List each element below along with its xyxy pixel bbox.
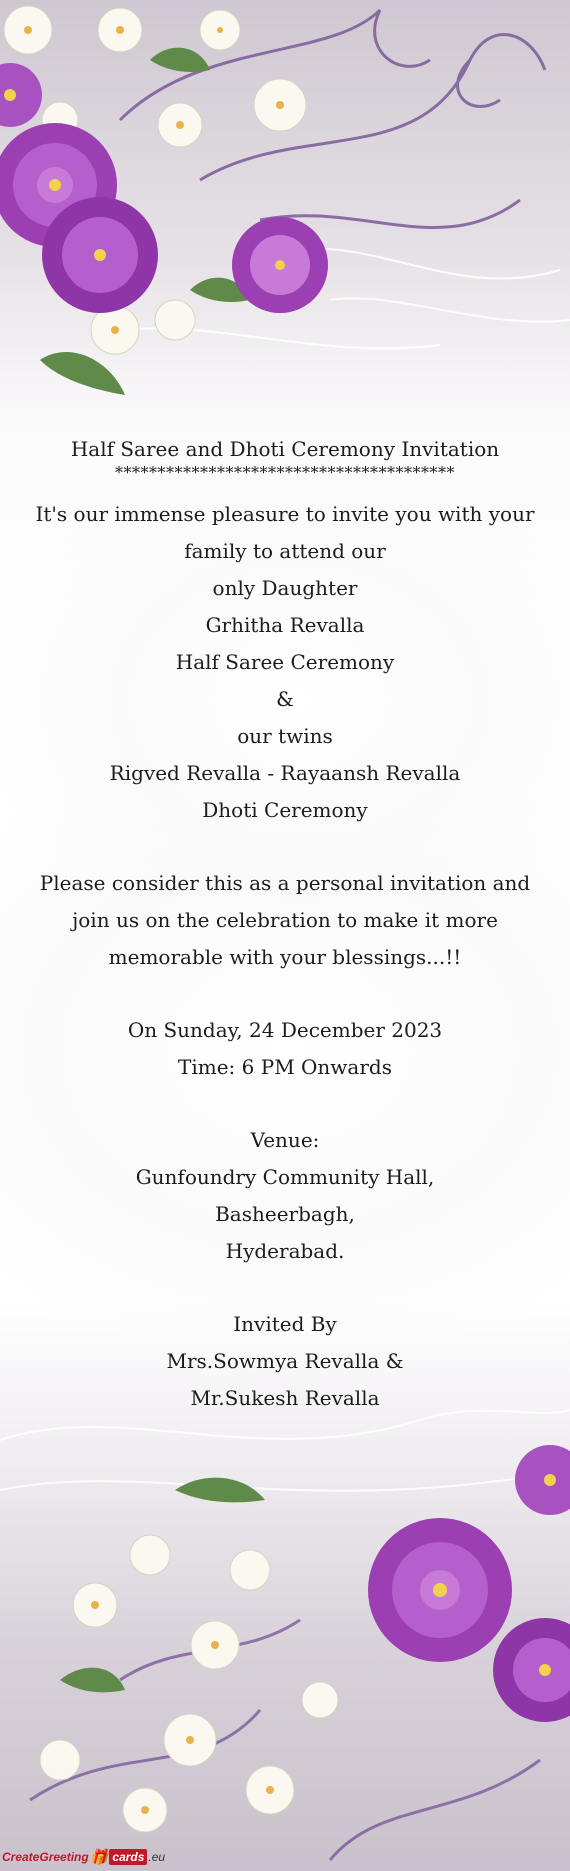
only-daughter-label: only Daughter bbox=[212, 576, 358, 600]
intro-line-2: family to attend our bbox=[184, 539, 386, 563]
venue-label: Venue: bbox=[250, 1128, 320, 1152]
brand-watermark bbox=[2, 1845, 165, 1869]
half-saree-ceremony: Half Saree Ceremony bbox=[175, 650, 395, 674]
twins-names: Rigved Revalla - Rayaansh Revalla bbox=[109, 761, 461, 785]
invitation-title: Half Saree and Dhoti Ceremony Invitation bbox=[70, 437, 500, 461]
ampersand: & bbox=[276, 687, 294, 711]
venue-line-2: Basheerbagh, bbox=[215, 1202, 355, 1226]
brand-text-2: cards bbox=[109, 1849, 147, 1865]
gift-icon: 🎁 bbox=[89, 1849, 109, 1866]
invitation-message: Please consider this as a personal invitation and join us on the celebration to make it more memorable with your blessings...!! bbox=[39, 871, 531, 969]
host-line-2: Mr.Sukesh Revalla bbox=[190, 1386, 380, 1410]
invited-by-label: Invited By bbox=[233, 1312, 337, 1336]
event-time: Time: 6 PM Onwards bbox=[178, 1055, 392, 1079]
top-floral-decoration bbox=[0, 0, 570, 440]
dhoti-ceremony: Dhoti Ceremony bbox=[202, 798, 368, 822]
daughter-name: Grhitha Revalla bbox=[205, 613, 365, 637]
venue-line-1: Gunfoundry Community Hall, bbox=[135, 1165, 435, 1189]
invitation-text bbox=[0, 432, 570, 1417]
our-twins-label: our twins bbox=[237, 724, 333, 748]
venue-line-3: Hyderabad. bbox=[225, 1239, 345, 1263]
event-date: On Sunday, 24 December 2023 bbox=[127, 1018, 443, 1042]
intro-line-1: It's our immense pleasure to invite you with your bbox=[35, 502, 535, 526]
brand-text-3: .eu bbox=[148, 1850, 166, 1864]
star-divider: **************************************** bbox=[115, 463, 455, 482]
host-line-1: Mrs.Sowmya Revalla & bbox=[166, 1349, 404, 1373]
bottom-floral-decoration bbox=[0, 1380, 570, 1871]
brand-text-1: CreateGreeting bbox=[2, 1850, 89, 1864]
